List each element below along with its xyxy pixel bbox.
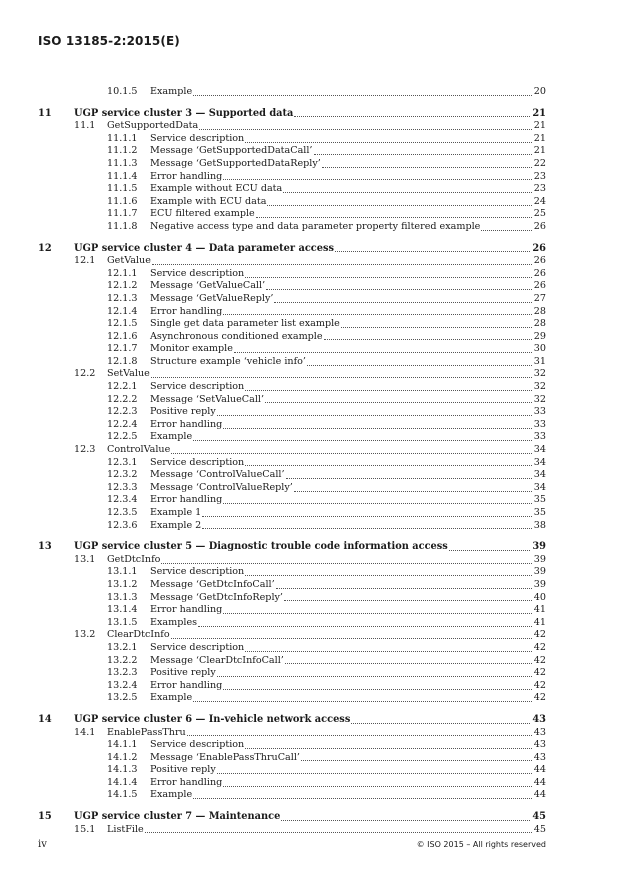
toc-entry[interactable] — [38, 777, 546, 790]
toc-entry-page: 43 — [533, 726, 546, 738]
toc-leader-dots — [245, 575, 532, 576]
toc-entry-title: UGP service cluster 6 — In-vehicle network access — [74, 713, 351, 725]
toc-entry-title: Message ‘ClearDtcInfoCall’ — [150, 654, 284, 666]
toc-entry-title: Negative access type and data parameter property filtered example — [150, 220, 481, 232]
toc-entry-title: GetValue — [107, 255, 151, 267]
toc-entry-page: 44 — [533, 776, 546, 788]
toc-entry-number: 12.1.4 — [107, 305, 138, 317]
toc-leader-dots — [245, 142, 532, 143]
toc-entry-title: Error handling — [150, 679, 223, 691]
toc-entry-page: 39 — [533, 578, 546, 590]
toc-entry-number: 12.3.4 — [107, 494, 138, 506]
toc-entry[interactable] — [38, 196, 546, 209]
toc-leader-dots — [217, 676, 532, 677]
toc-entry-page: 34 — [533, 456, 546, 468]
toc-leader-dots — [223, 689, 532, 690]
toc-entry-page: 33 — [533, 431, 546, 443]
toc-entry[interactable] — [38, 692, 546, 705]
toc-leader-dots — [256, 217, 532, 218]
toc-entry-number: 13.2.3 — [107, 667, 138, 679]
toc-entry[interactable] — [38, 604, 546, 617]
toc-entry-title: EnablePassThru — [107, 726, 186, 738]
toc-entry-number: 11.1.1 — [107, 132, 138, 144]
toc-entry-title: Service description — [150, 641, 245, 653]
toc-entry-number: 13.1.1 — [107, 566, 138, 578]
toc-entry[interactable] — [38, 579, 546, 592]
toc-leader-dots — [276, 588, 532, 589]
toc-entry-number: 11.1.3 — [107, 157, 138, 169]
toc-entry-title: Message ‘GetValueCall’ — [150, 280, 266, 292]
toc-entry[interactable] — [38, 457, 546, 470]
toc-entry-number: 11.1.4 — [107, 170, 138, 182]
toc-entry-number: 12.3.2 — [107, 469, 138, 481]
toc-leader-dots — [161, 563, 532, 564]
toc-entry-page: 25 — [533, 208, 546, 220]
toc-entry-number: 11.1.7 — [107, 208, 138, 220]
toc-entry-title: Example with ECU data — [150, 195, 267, 207]
toc-entry-page: 34 — [533, 444, 546, 456]
toc-entry[interactable] — [38, 629, 546, 642]
toc-entry[interactable] — [38, 541, 546, 554]
toc-entry-number: 12.3 — [74, 444, 96, 456]
toc-leader-dots — [341, 327, 532, 328]
toc-entry-number: 12 — [38, 242, 52, 254]
toc-entry[interactable] — [38, 592, 546, 605]
toc-entry-number: 13.1 — [74, 553, 96, 565]
toc-entry-page: 34 — [533, 469, 546, 481]
toc-entry-number: 11.1 — [74, 120, 96, 132]
toc-leader-dots — [234, 352, 532, 353]
toc-entry-title: ClearDtcInfo — [107, 629, 170, 641]
toc-leader-dots — [449, 550, 532, 551]
toc-entry[interactable] — [38, 507, 546, 520]
toc-entry-title: UGP service cluster 3 — Supported data — [74, 107, 294, 119]
toc-entry-title: UGP service cluster 4 — Data parameter access — [74, 242, 335, 254]
toc-entry[interactable] — [38, 183, 546, 196]
toc-entry-page: 28 — [533, 305, 546, 317]
toc-entry[interactable] — [38, 306, 546, 319]
toc-entry-title: GetDtcInfo — [107, 553, 161, 565]
toc-leader-dots — [266, 289, 532, 290]
toc-entry[interactable] — [38, 554, 546, 567]
toc-entry-title: Error handling — [150, 418, 223, 430]
toc-entry-page: 42 — [533, 641, 546, 653]
toc-entry-title: Error handling — [150, 170, 223, 182]
toc-leader-dots — [151, 377, 532, 378]
toc-entry-number: 12.1.8 — [107, 355, 138, 367]
toc-leader-dots — [217, 773, 532, 774]
toc-leader-dots — [223, 613, 532, 614]
toc-entry[interactable] — [38, 714, 546, 727]
toc-entry-number: 14.1 — [74, 726, 96, 738]
toc-leader-dots — [274, 302, 532, 303]
toc-entry-number: 12.3.3 — [107, 481, 138, 493]
toc-entry-page: 32 — [533, 381, 546, 393]
toc-entry-title: Message ‘EnablePassThruCall’ — [150, 751, 300, 763]
toc-entry-page: 20 — [533, 86, 546, 97]
toc-entry-title: Service description — [150, 267, 245, 279]
toc-entry-page: 35 — [533, 494, 546, 506]
toc-entry-page: 45 — [532, 811, 546, 823]
toc-entry-page: 32 — [533, 393, 546, 405]
toc-entry-title: Error handling — [150, 305, 223, 317]
toc-entry-page: 42 — [533, 667, 546, 679]
toc-entry-number: 12.2.2 — [107, 393, 138, 405]
toc-entry-title: Monitor example — [150, 343, 233, 355]
toc-entry-title: Positive reply — [150, 406, 216, 418]
toc-leader-dots — [223, 786, 532, 787]
toc-leader-dots — [217, 415, 532, 416]
toc-leader-dots — [152, 264, 532, 265]
toc-entry-title: Message ‘SetValueCall’ — [150, 393, 265, 405]
toc-leader-dots — [283, 192, 532, 193]
toc-entry[interactable] — [38, 208, 546, 221]
toc-entry-page: 38 — [533, 519, 546, 531]
toc-entry-title: Asynchronous conditioned example — [150, 330, 323, 342]
toc-leader-dots — [245, 277, 532, 278]
toc-leader-dots — [193, 440, 532, 441]
toc-entry-number: 12.3.1 — [107, 456, 138, 468]
toc-entry-page: 45 — [533, 823, 546, 835]
toc-entry-title: SetValue — [107, 368, 150, 380]
toc-leader-dots — [324, 339, 532, 340]
toc-entry-page: 42 — [533, 654, 546, 666]
toc-entry-page: 39 — [533, 566, 546, 578]
toc-entry[interactable] — [38, 811, 546, 824]
toc-entry-number: 13.1.3 — [107, 591, 138, 603]
toc-entry[interactable] — [38, 482, 546, 495]
toc-leader-dots — [245, 651, 532, 652]
toc-entry[interactable] — [38, 243, 546, 256]
toc-entry[interactable] — [38, 381, 546, 394]
toc-entry-number: 14.1.3 — [107, 764, 138, 776]
toc-leader-dots — [294, 116, 532, 117]
toc-entry-title: Example — [150, 789, 193, 801]
toc-entry[interactable] — [38, 356, 546, 369]
copyright-notice: © ISO 2015 – All rights reserved — [416, 840, 546, 849]
toc-entry-page: 21 — [533, 132, 546, 144]
toc-entry[interactable] — [38, 406, 546, 419]
toc-leader-dots — [481, 230, 532, 231]
toc-entry[interactable] — [38, 120, 546, 133]
toc-entry-page: 26 — [533, 267, 546, 279]
toc-entry-title: Service description — [150, 132, 245, 144]
toc-leader-dots — [223, 503, 532, 504]
toc-entry-title: ControlValue — [107, 444, 171, 456]
toc-entry-number: 12.2.1 — [107, 381, 138, 393]
toc-leader-dots — [202, 516, 532, 517]
toc-entry-title: Error handling — [150, 494, 223, 506]
toc-entry-page: 44 — [533, 789, 546, 801]
toc-leader-dots — [171, 453, 532, 454]
toc-leader-dots — [285, 663, 532, 664]
toc-entry-title: Example without ECU data — [150, 183, 283, 195]
toc-entry-page: 26 — [533, 220, 546, 232]
toc-leader-dots — [322, 167, 532, 168]
toc-leader-dots — [267, 205, 532, 206]
toc-entry-number: 13.2 — [74, 629, 96, 641]
toc-leader-dots — [351, 723, 532, 724]
toc-leader-dots — [286, 478, 532, 479]
toc-entry-title: Example — [150, 86, 193, 97]
toc-entry-page: 21 — [533, 120, 546, 132]
toc-entry-number: 10.1.5 — [107, 86, 138, 97]
toc-entry-number: 13.2.5 — [107, 692, 138, 704]
toc-leader-dots — [245, 748, 532, 749]
toc-entry[interactable] — [38, 431, 546, 444]
toc-entry[interactable] — [38, 343, 546, 356]
page-number: iv — [38, 839, 47, 850]
toc-entry-title: Examples — [150, 616, 198, 628]
toc-entry-title: Service description — [150, 381, 245, 393]
toc-entry[interactable] — [38, 617, 546, 630]
toc-entry-number: 11.1.5 — [107, 183, 138, 195]
toc-entry-page: 30 — [533, 343, 546, 355]
toc-entry-page: 43 — [532, 713, 546, 725]
toc-entry-page: 22 — [533, 157, 546, 169]
toc-leader-dots — [294, 491, 532, 492]
toc-entry-number: 14 — [38, 713, 52, 725]
toc-entry-title: Error handling — [150, 776, 223, 788]
toc-leader-dots — [223, 428, 532, 429]
toc-entry-page: 31 — [533, 355, 546, 367]
toc-entry-title: Error handling — [150, 604, 223, 616]
toc-entry[interactable] — [38, 318, 546, 331]
toc-leader-dots — [223, 179, 532, 180]
toc-entry[interactable] — [38, 133, 546, 146]
toc-entry-page: 39 — [533, 553, 546, 565]
toc-entry-number: 12.2.3 — [107, 406, 138, 418]
toc-entry-number: 13.1.4 — [107, 604, 138, 616]
toc-entry[interactable] — [38, 221, 546, 234]
toc-entry[interactable] — [38, 268, 546, 281]
toc-entry-page: 21 — [533, 145, 546, 157]
toc-leader-dots — [265, 402, 532, 403]
toc-entry-page: 39 — [532, 541, 546, 553]
toc-entry-title: Message ‘GetSupportedDataCall’ — [150, 145, 313, 157]
toc-entry-title: Message ‘GetValueReply’ — [150, 292, 274, 304]
toc-leader-dots — [145, 832, 532, 833]
toc-entry-title: Message ‘GetSupportedDataReply’ — [150, 157, 321, 169]
toc-entry-page: 27 — [533, 292, 546, 304]
toc-entry-page: 29 — [533, 330, 546, 342]
toc-entry-number: 12.1.6 — [107, 330, 138, 342]
toc-entry-title: Message ‘ControlValueReply’ — [150, 481, 293, 493]
toc-entry-title: UGP service cluster 7 — Maintenance — [74, 811, 281, 823]
toc-entry-title: Message ‘ControlValueCall’ — [150, 469, 285, 481]
toc-entry-title: Message ‘GetDtcInfoReply’ — [150, 591, 283, 603]
toc-entry-page: 32 — [533, 368, 546, 380]
toc-entry[interactable] — [38, 158, 546, 171]
toc-entry[interactable] — [38, 293, 546, 306]
toc-entry-number: 11.1.2 — [107, 145, 138, 157]
toc-entry-page: 44 — [533, 764, 546, 776]
toc-leader-dots — [193, 95, 532, 96]
toc-leader-dots — [199, 129, 532, 130]
toc-entry-title: Example 2 — [150, 519, 202, 531]
toc-entry-title: Single get data parameter list example — [150, 318, 340, 330]
toc-entry-title: Example 1 — [150, 507, 202, 518]
toc-leader-dots — [202, 528, 532, 529]
toc-entry-number: 12.3.5 — [107, 507, 138, 518]
toc-leader-dots — [187, 735, 532, 736]
toc-entry[interactable] — [38, 145, 546, 158]
toc-leader-dots — [284, 600, 532, 601]
toc-entry[interactable] — [38, 642, 546, 655]
toc-entry[interactable] — [38, 419, 546, 432]
toc-leader-dots — [307, 365, 532, 366]
toc-entry-number: 14.1.2 — [107, 751, 138, 763]
toc-entry-number: 15.1 — [74, 823, 96, 835]
toc-entry[interactable] — [38, 171, 546, 184]
toc-entry-page: 26 — [533, 255, 546, 267]
toc-entry-number: 12.1 — [74, 255, 96, 267]
toc-entry-page: 41 — [533, 616, 546, 628]
toc-entry-title: UGP service cluster 5 — Diagnostic trouble code information access — [74, 541, 448, 553]
toc-entry-number: 12.2.5 — [107, 431, 138, 443]
toc-entry-title: Positive reply — [150, 667, 216, 679]
toc-entry-number: 12.2 — [74, 368, 96, 380]
toc-entry[interactable] — [38, 520, 546, 533]
toc-entry-number: 14.1.5 — [107, 789, 138, 801]
toc-entry-number: 13.1.2 — [107, 578, 138, 590]
toc-leader-dots — [301, 760, 532, 761]
toc-entry-number: 13.2.2 — [107, 654, 138, 666]
toc-entry-title: Message ‘GetDtcInfoCall’ — [150, 578, 275, 590]
toc-entry-number: 13.1.5 — [107, 616, 138, 628]
toc-leader-dots — [198, 626, 532, 627]
toc-entry-page: 34 — [533, 481, 546, 493]
toc-entry-title: ECU filtered example — [150, 208, 255, 220]
toc-entry[interactable] — [38, 667, 546, 680]
toc-entry-title: ListFile — [107, 823, 144, 835]
toc-entry[interactable] — [38, 394, 546, 407]
toc-entry-title: Example — [150, 692, 193, 704]
toc-entry-page: 28 — [533, 318, 546, 330]
toc-entry-number: 12.3.6 — [107, 519, 138, 531]
toc-entry-page: 23 — [533, 170, 546, 182]
toc-leader-dots — [193, 701, 532, 702]
toc-entry-page: 43 — [533, 751, 546, 763]
toc-leader-dots — [171, 638, 532, 639]
toc-entry[interactable] — [38, 368, 546, 381]
toc-entry[interactable] — [38, 444, 546, 457]
toc-entry[interactable] — [38, 727, 546, 740]
toc-entry-number: 13.2.4 — [107, 679, 138, 691]
toc-entry-page: 33 — [533, 406, 546, 418]
toc-leader-dots — [281, 820, 532, 821]
toc-entry-title: Structure example ‘vehicle info’ — [150, 355, 306, 367]
toc-entry-number: 12.1.5 — [107, 318, 138, 330]
toc-entry-page: 42 — [533, 629, 546, 641]
toc-entry[interactable] — [38, 331, 546, 344]
document-header: ISO 13185-2:2015(E) — [38, 34, 180, 48]
toc-entry-page: 26 — [532, 242, 546, 254]
toc-entry[interactable] — [38, 86, 546, 99]
toc-entry-number: 15 — [38, 811, 52, 823]
toc-entry-title: Example — [150, 431, 193, 443]
toc-entry-number: 11 — [38, 107, 52, 119]
toc-leader-dots — [245, 465, 532, 466]
toc-entry-number: 12.1.3 — [107, 292, 138, 304]
toc-entry[interactable] — [38, 469, 546, 482]
toc-entry[interactable] — [38, 739, 546, 752]
toc-entry-page: 35 — [533, 507, 546, 518]
toc-entry[interactable] — [38, 255, 546, 268]
toc-entry-page: 42 — [533, 692, 546, 704]
toc-leader-dots — [223, 314, 532, 315]
toc-entry[interactable] — [38, 824, 546, 837]
toc-leader-dots — [335, 251, 532, 252]
toc-entry-title: Service description — [150, 566, 245, 578]
toc-entry[interactable] — [38, 789, 546, 802]
toc-entry-page: 24 — [533, 195, 546, 207]
toc-entry-number: 13 — [38, 541, 52, 553]
toc-entry-number: 13.2.1 — [107, 641, 138, 653]
toc-entry-page: 23 — [533, 183, 546, 195]
toc-entry[interactable] — [38, 108, 546, 121]
toc-entry-page: 43 — [533, 739, 546, 751]
toc-entry-page: 40 — [533, 591, 546, 603]
toc-entry-title: GetSupportedData — [107, 120, 199, 132]
toc-entry[interactable] — [38, 764, 546, 777]
toc-entry-number: 12.1.2 — [107, 280, 138, 292]
toc-leader-dots — [245, 390, 532, 391]
toc-entry-number: 11.1.6 — [107, 195, 138, 207]
toc-entry-page: 21 — [532, 107, 546, 119]
toc-entry[interactable] — [38, 655, 546, 668]
toc-entry-title: Service description — [150, 456, 245, 468]
toc-entry[interactable] — [38, 752, 546, 765]
toc-entry-number: 12.1.7 — [107, 343, 138, 355]
toc-entry-number: 14.1.1 — [107, 739, 138, 751]
toc-entry-page: 41 — [533, 604, 546, 616]
toc-entry-page: 42 — [533, 679, 546, 691]
table-of-contents — [38, 86, 546, 836]
toc-leader-dots — [314, 154, 532, 155]
toc-entry[interactable] — [38, 680, 546, 693]
toc-entry[interactable] — [38, 566, 546, 579]
toc-entry[interactable] — [38, 280, 546, 293]
toc-entry-page: 26 — [533, 280, 546, 292]
toc-entry-page: 33 — [533, 418, 546, 430]
toc-entry-number: 12.1.1 — [107, 267, 138, 279]
toc-entry-title: Positive reply — [150, 764, 216, 776]
toc-entry-number: 14.1.4 — [107, 776, 138, 788]
toc-entry-title: Service description — [150, 739, 245, 751]
toc-entry-number: 11.1.8 — [107, 220, 138, 232]
toc-leader-dots — [193, 798, 532, 799]
toc-entry[interactable] — [38, 494, 546, 507]
toc-entry-number: 12.2.4 — [107, 418, 138, 430]
